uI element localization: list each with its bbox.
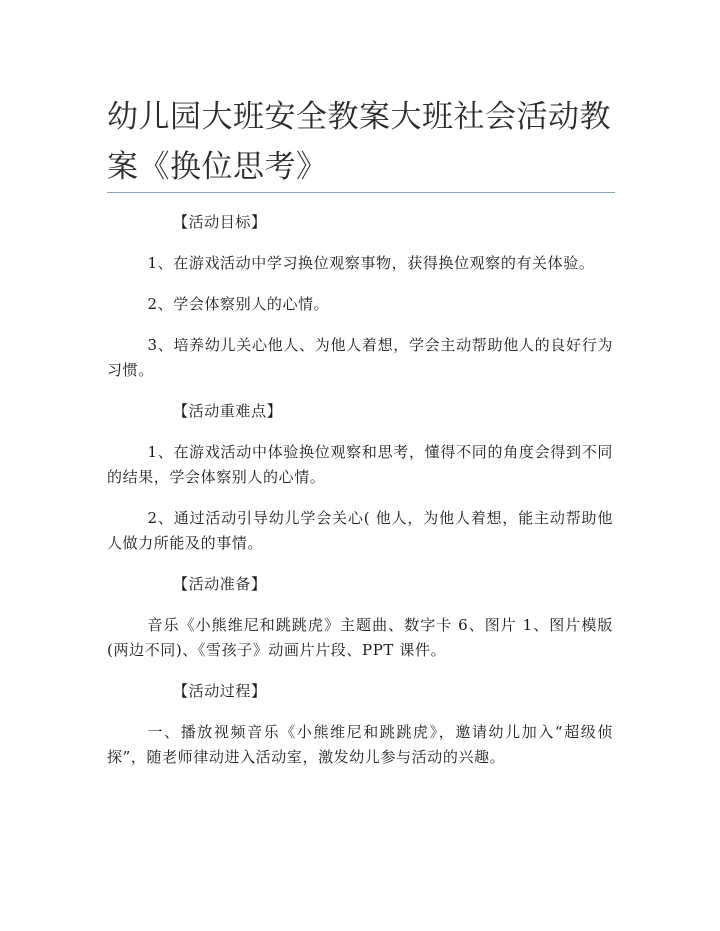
section-heading-objectives: 【活动目标】 [173, 213, 267, 231]
document-title: 幼儿园大班安全教案大班社会活动教案《换位思考》 [107, 99, 611, 185]
key-point-2: 2、通过活动引导幼儿学会关心( 他人，为他人着想，能主动帮助他人做力所能及的事情。 [107, 509, 613, 552]
process-step-1: 一、播放视频音乐《小熊维尼和跳跳虎》，邀请幼儿加入“超级侦探”，随老师律动进入活动室，激发幼儿参与活动的兴趣。 [107, 723, 613, 766]
key-point-1: 1、在游戏活动中体验换位观察和思考，懂得不同的角度会得到不同的结果，学会体察别人的心情。 [107, 443, 613, 486]
objective-3: 3、培养幼儿关心他人、为他人着想，学会主动帮助他人的良好行为习惯。 [107, 336, 613, 379]
document-body [107, 210, 613, 786]
section-heading-process: 【活动过程】 [173, 682, 267, 700]
objective-1: 1、在游戏活动中学习换位观察事物，获得换位观察的有关体验。 [147, 254, 595, 272]
objective-2: 2、学会体察别人的心情。 [147, 295, 330, 313]
section-heading-preparation: 【活动准备】 [173, 575, 267, 593]
section-heading-key-points: 【活动重难点】 [173, 402, 283, 420]
title-divider [107, 192, 615, 193]
preparation-text: 音乐《小熊维尼和跳跳虎》主题曲、数字卡 6、图片 1、图片模版(两边不同)、《雪孩子》动画片片段、PPT 课件。 [107, 616, 613, 659]
